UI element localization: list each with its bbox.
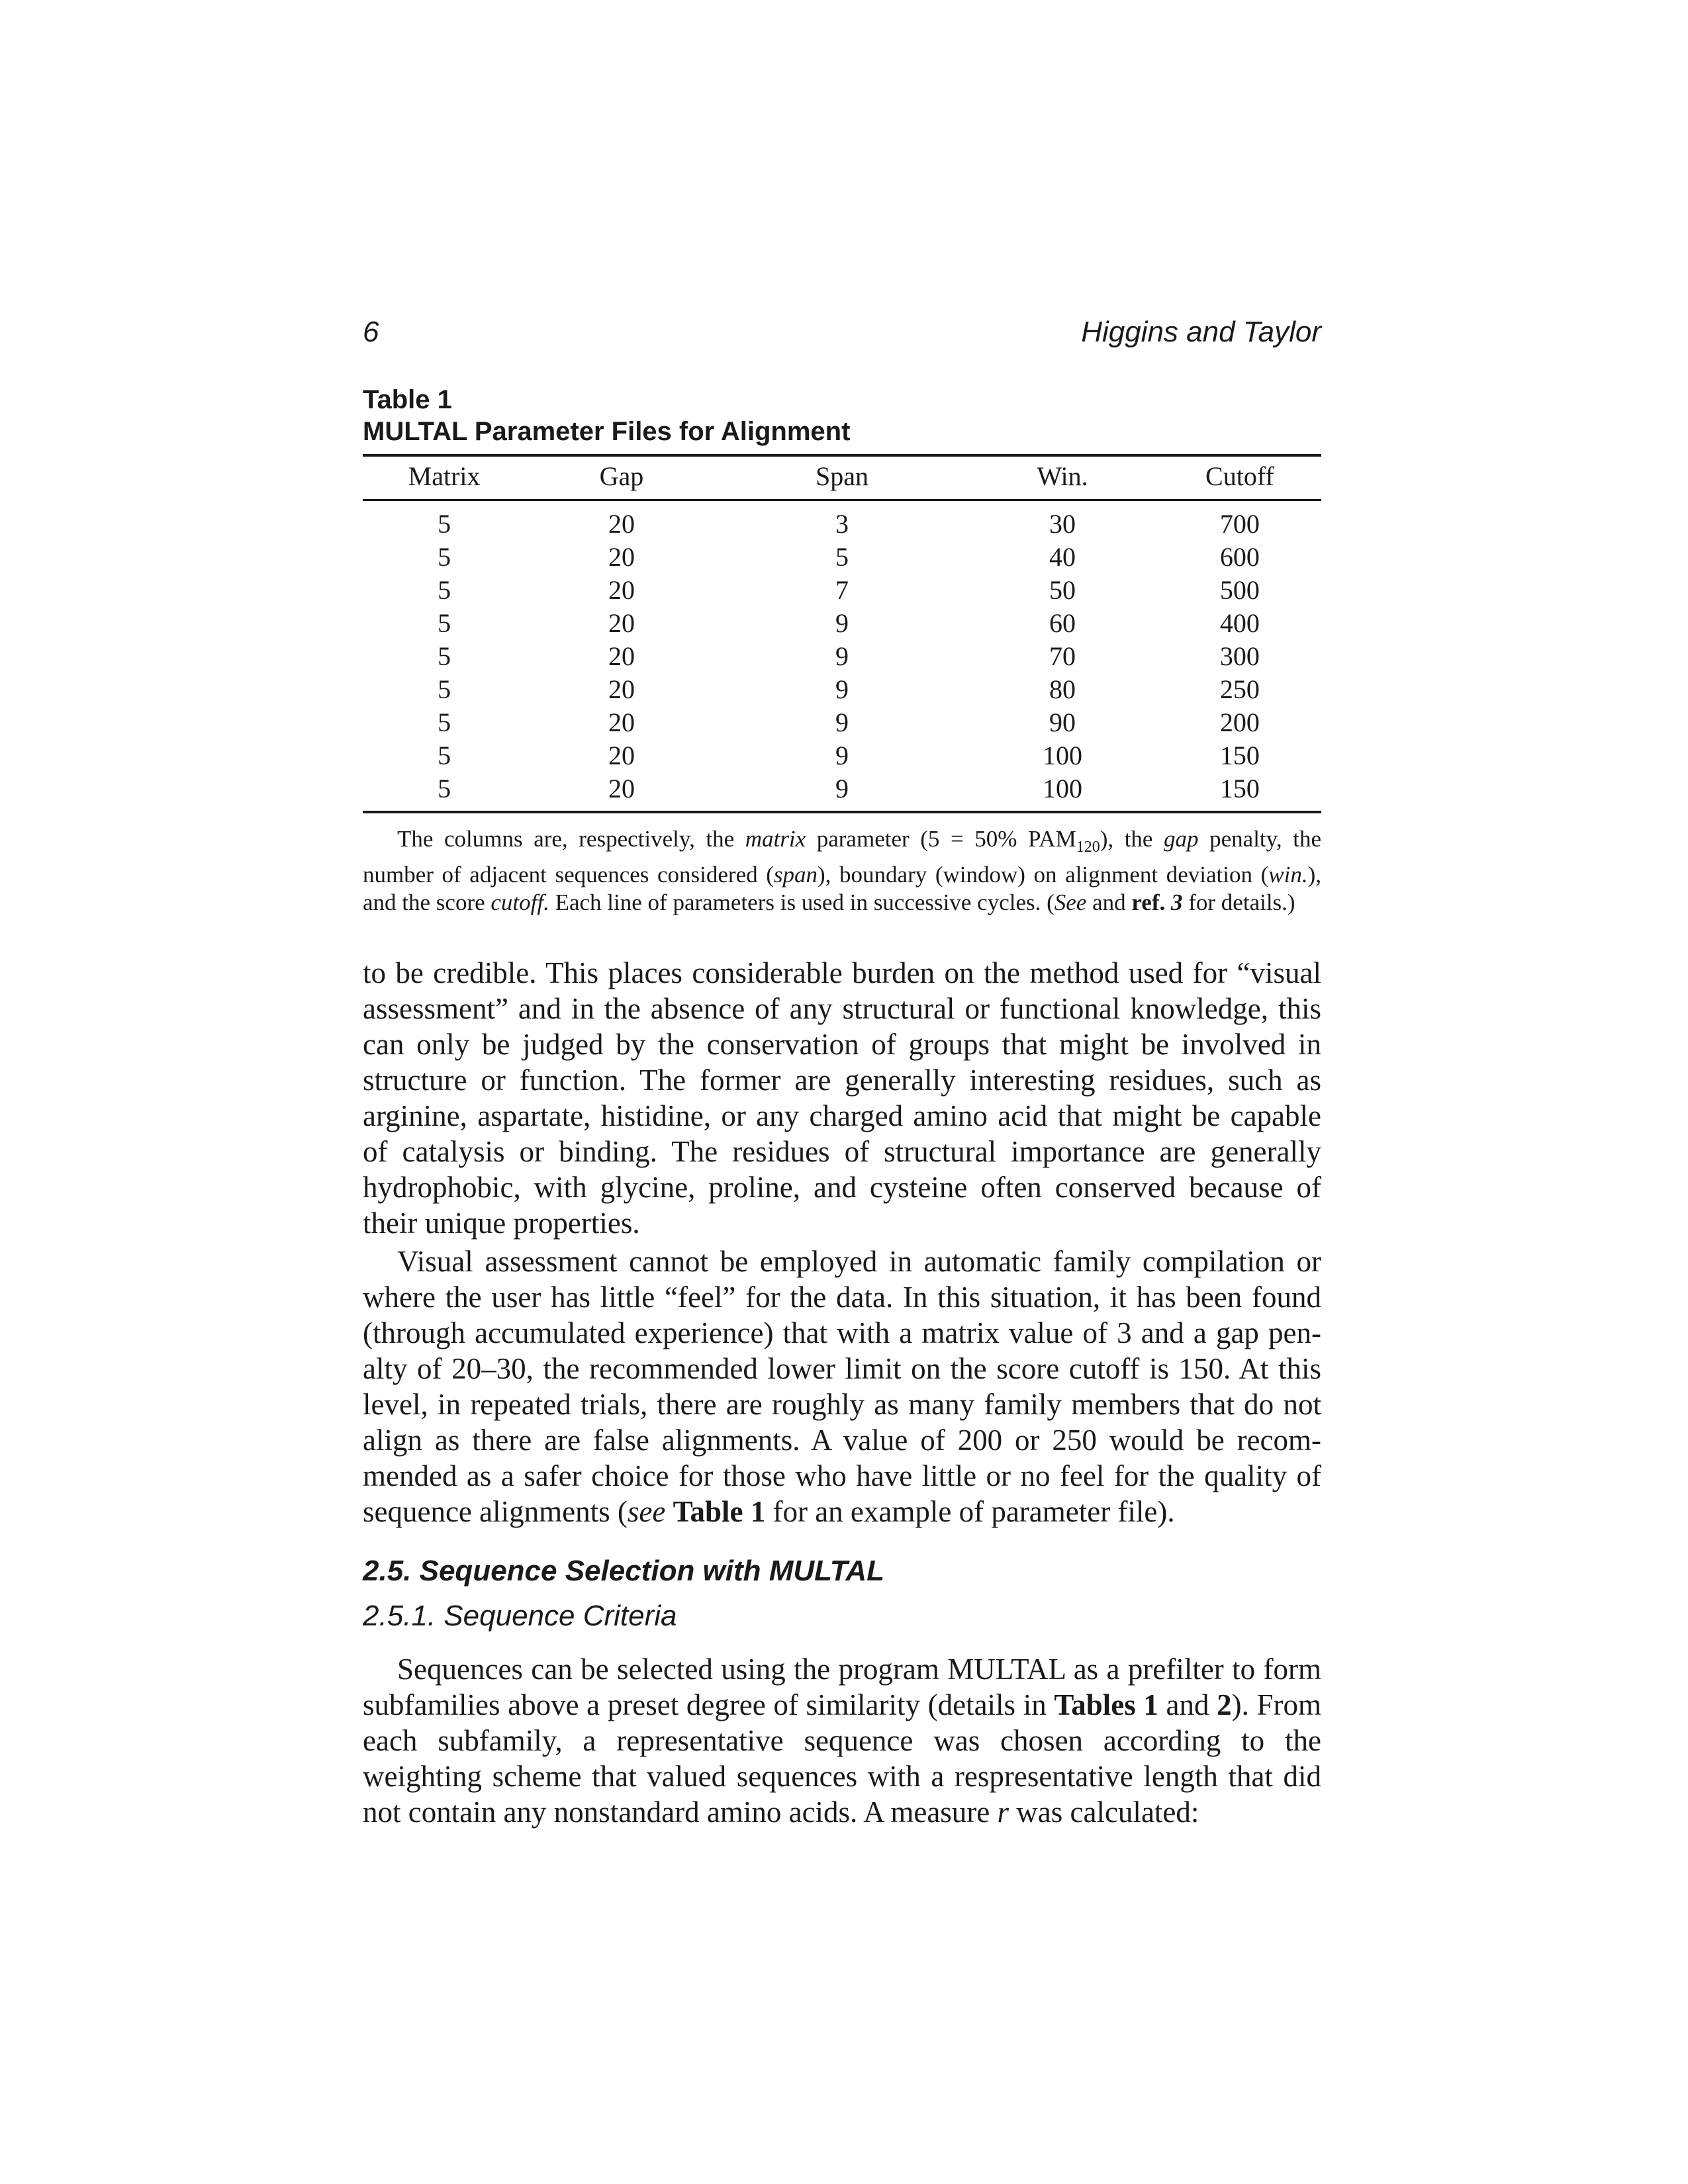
paragraph — [363, 1244, 1321, 1529]
cell-matrix: 5 — [438, 608, 451, 638]
cell-span: 5 — [835, 542, 849, 572]
cell-span: 3 — [835, 509, 849, 539]
cell-gap: 20 — [526, 772, 718, 812]
note-text: The columns are, respectively, the — [397, 826, 745, 852]
cell-gap: 20 — [608, 641, 635, 671]
cell-win: 90 — [1049, 707, 1076, 737]
cell-span: 9 — [835, 641, 849, 671]
cell-cutoff: 400 — [1219, 608, 1260, 638]
note-see: See — [1054, 889, 1087, 915]
table-label: Table 1 — [363, 385, 452, 414]
cell-span: 9 — [718, 772, 966, 812]
cell-win: 80 — [1049, 674, 1076, 704]
running-header — [363, 318, 1321, 357]
parameter-table — [363, 454, 1321, 813]
note-text: for details.) — [1182, 889, 1295, 915]
cell-cutoff: 600 — [1219, 542, 1260, 572]
table-row — [363, 500, 1321, 541]
note-text: ), boundary (window) on alignment deviation ( — [818, 862, 1269, 887]
tables-reference: Tables 1 — [1054, 1688, 1158, 1721]
cell-gap: 20 — [608, 542, 635, 572]
note-text: ), the — [1100, 826, 1164, 852]
cell-cutoff: 300 — [1219, 641, 1260, 671]
paragraph-text: for an example of parameter file). — [765, 1495, 1175, 1528]
paragraph-text: ). From each subfamily, a representative sequence was chosen according to the weighting scheme that valued sequences with a respresentative length that did not contain any nonstandard amino acids. A measure — [363, 1688, 1321, 1829]
column-header-cutoff: Cutoff — [1158, 455, 1321, 500]
cell-matrix: 5 — [438, 674, 451, 704]
cell-gap: 20 — [608, 674, 635, 704]
table-reference: Table 1 — [673, 1495, 766, 1528]
cell-cutoff: 150 — [1158, 772, 1321, 812]
note-text: ), and the score — [363, 862, 1322, 915]
cell-win: 70 — [1049, 641, 1076, 671]
table-row — [363, 640, 1321, 673]
paragraph-text: was calculated: — [1009, 1796, 1199, 1829]
cell-gap: 20 — [608, 741, 635, 770]
running-title: Higgins and Taylor — [1081, 316, 1321, 348]
note-term-span: span — [773, 862, 818, 887]
cell-cutoff: 500 — [1219, 575, 1260, 605]
note-text: Each line of parameters is used in successive cycles. ( — [549, 889, 1055, 915]
cell-span: 9 — [835, 674, 849, 704]
cell-win: 60 — [1049, 608, 1076, 638]
table-1-block — [363, 384, 1321, 917]
paragraph — [363, 1651, 1321, 1830]
cell-cutoff: 150 — [1219, 741, 1260, 770]
cell-win: 50 — [1049, 575, 1076, 605]
section-body-text — [363, 1651, 1321, 1830]
cell-span: 9 — [835, 741, 849, 770]
page — [363, 318, 1321, 1830]
table-row — [363, 706, 1321, 739]
note-subscript: 120 — [1076, 839, 1100, 856]
paragraph-text: Visual assessment cannot be employed in automatic family compilation or where the user has little “feel” for the data. In this situation, it has been found (through accumulated experience) that with a matrix value of 3 and a gap pen-alty of 20–30, the recommended lower limit on the score cutoff is 150. At this level, in repeated trials, there are roughly as many family members that do not align as there are false alignments. A value of 200 or 250 would be recom-mended as a safer choice for those who have little or no feel for the quality of sequence alignments ( — [363, 1245, 1321, 1528]
measure-variable: r — [997, 1796, 1009, 1829]
table-2-reference: 2 — [1217, 1688, 1232, 1721]
table-row — [363, 574, 1321, 607]
note-text: and — [1086, 889, 1132, 915]
table-row — [363, 772, 1321, 812]
cell-matrix: 5 — [438, 575, 451, 605]
note-term-matrix: matrix — [745, 826, 806, 852]
note-term-cutoff: cutoff. — [491, 889, 549, 915]
note-ref-number: 3 — [1171, 889, 1183, 915]
cell-win: 40 — [1049, 542, 1076, 572]
cell-matrix: 5 — [438, 641, 451, 671]
cell-cutoff: 700 — [1219, 509, 1260, 539]
column-header-span: Span — [718, 455, 966, 500]
paragraph-text: Sequences can be selected using the program MULTAL as a prefilter to form subfamilies above a preset degree of similarity (details in — [363, 1653, 1321, 1721]
column-header-gap: Gap — [526, 455, 718, 500]
table-footnote — [363, 825, 1321, 917]
note-ref-label: ref. — [1131, 889, 1171, 915]
cell-gap: 20 — [608, 575, 635, 605]
cell-gap: 20 — [608, 707, 635, 737]
note-text: penalty, the number of adjacent sequences considered ( — [363, 826, 1321, 887]
cell-span: 9 — [835, 608, 849, 638]
cell-win: 30 — [1049, 509, 1076, 539]
cell-span: 7 — [835, 575, 849, 605]
table-row — [363, 739, 1321, 772]
cell-cutoff: 200 — [1219, 707, 1260, 737]
table-row — [363, 541, 1321, 574]
column-header-matrix: Matrix — [363, 455, 526, 500]
cell-gap: 20 — [608, 608, 635, 638]
note-text: parameter (5 = 50% PAM — [806, 826, 1076, 852]
cell-win: 100 — [1043, 741, 1083, 770]
cell-win: 100 — [966, 772, 1158, 812]
column-header-win: Win. — [966, 455, 1158, 500]
cell-matrix: 5 — [363, 772, 526, 812]
note-term-gap: gap — [1164, 826, 1199, 852]
body-text — [363, 955, 1321, 1529]
subsection-heading: 2.5.1. Sequence Criteria — [363, 1600, 677, 1632]
page-number: 6 — [363, 316, 379, 348]
section-heading: 2.5. Sequence Selection with MULTAL — [363, 1555, 885, 1587]
table-header-row — [363, 455, 1321, 500]
paragraph-text: and — [1158, 1688, 1217, 1721]
cell-span: 9 — [835, 707, 849, 737]
cell-matrix: 5 — [438, 707, 451, 737]
cell-matrix: 5 — [438, 542, 451, 572]
note-term-win: win. — [1268, 862, 1308, 887]
see-reference: see — [627, 1495, 666, 1528]
table-title: MULTAL Parameter Files for Alignment — [363, 417, 851, 446]
cell-matrix: 5 — [438, 741, 451, 770]
table-row — [363, 673, 1321, 706]
cell-gap: 20 — [608, 509, 635, 539]
cell-matrix: 5 — [438, 509, 451, 539]
cell-cutoff: 250 — [1219, 674, 1260, 704]
paragraph: to be credible. This places considerable burden on the method used for “visual assessment” and in the absence of any structural or functional knowledge, this can only be judged by the conservation of groups that might be involved in structure or function. The former are generally interesting residues, such as arginine, aspartate, histidine, or any charged amino acid that might be capable of catalysis or binding. The residues of structural importance are generally hydrophobic, with glycine, proline, and cysteine often conserved because of their unique properties. — [363, 956, 1321, 1240]
table-row — [363, 607, 1321, 640]
